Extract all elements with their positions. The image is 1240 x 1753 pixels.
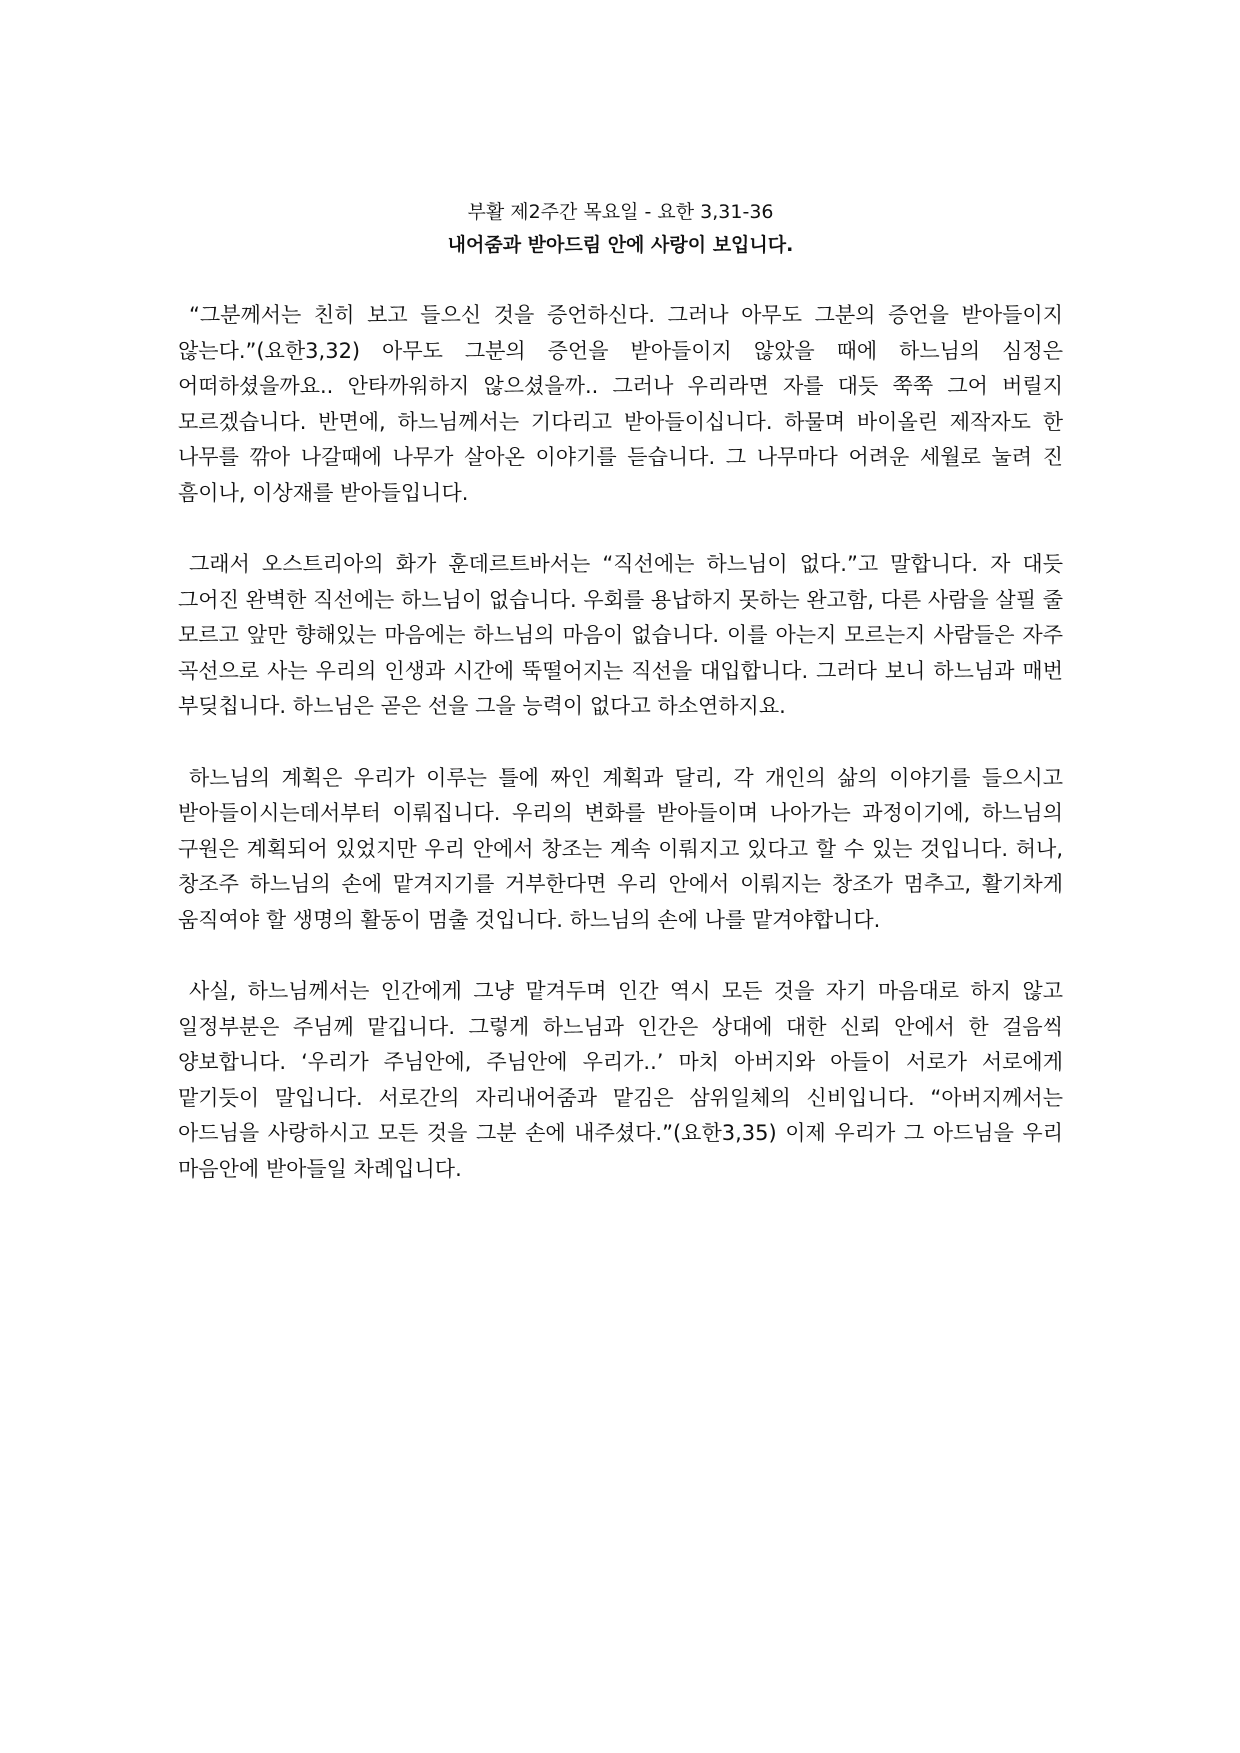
body-paragraph-2: 그래서 오스트리아의 화가 훈데르트바서는 “직선에는 하느님이 없다.”고 말합니다. 자 대듯 그어진 완벽한 직선에는 하느님이 없습니다. 우회를 용납하지 못하는 완고함, 다른 사람을 살필 줄 모르고 앞만 향해있는 마음에는 하느님의 마음이 없습니다. 이를 아는지 모르는지 사람들은 자주 곡선으로 사는 우리의 인생과 시간에 뚝떨어지는 직선을 대입합니다. 그러다 보니 하느님과 매번 부딪칩니다. 하느님은 곧은 선을 그을 능력이 없다고 하소연하지요.: [178, 552, 1063, 718]
page-title: 부활 제2주간 목요일 - 요한 3,31-36: [467, 201, 774, 223]
body-paragraph-4: 사실, 하느님께서는 인간에게 그냥 맡겨두며 인간 역시 모든 것을 자기 마음대로 하지 않고 일정부분은 주님께 맡깁니다. 그렇게 하느님과 인간은 상대에 대한 신뢰 안에서 한 걸음씩 양보합니다. ‘우리가 주님안에, 주님안에 우리가..’ 마치 아버지와 아들이 서로가 서로에게 맡기듯이 말입니다. 서로간의 자리내어줌과 맡김은 삼위일체의 신비입니다. “아버지께서는 아드님을 사랑하시고 모든 것을 그분 손에 내주셨다.”(요한3,35) 이제 우리가 그 아드님을 우리 마음안에 받아들일 차례입니다.: [178, 979, 1063, 1181]
body-paragraph-1: “그분께서는 친히 보고 들으신 것을 증언하신다. 그러나 아무도 그분의 증언을 받아들이지 않는다.”(요한3,32) 아무도 그분의 증언을 받아들이지 않았을 때에 하느님의 심정은 어떠하셨을까요.. 안타까워하지 않으셨을까.. 그러나 우리라면 자를 대듯 쭉쭉 그어 버릴지 모르겠습니다. 반면에, 하느님께서는 기다리고 받아들이십니다. 하물며 바이올린 제작자도 한 나무를 깎아 나갈때에 나무가 살아온 이야기를 듣습니다. 그 나무마다 어려운 세월로 눌려 진 흠이나, 이상재를 받아들입니다.: [178, 303, 1063, 505]
document-page: [178, 196, 1063, 1223]
page-subtitle: 내어줌과 받아드림 안에 사랑이 보입니다.: [447, 234, 794, 256]
body-paragraph-3: 하느님의 계획은 우리가 이루는 틀에 짜인 계획과 달리, 각 개인의 삶의 이야기를 들으시고 받아들이시는데서부터 이뤄집니다. 우리의 변화를 받아들이며 나아가는 과정이기에, 하느님의 구원은 계획되어 있었지만 우리 안에서 창조는 계속 이뤄지고 있다고 할 수 있는 것입니다. 허나, 창조주 하느님의 손에 맡겨지기를 거부한다면 우리 안에서 이뤄지는 창조가 멈추고, 활기차게 움직여야 할 생명의 활동이 멈출 것입니다. 하느님의 손에 나를 맡겨야합니다.: [178, 765, 1063, 932]
document-header: [178, 196, 1063, 262]
